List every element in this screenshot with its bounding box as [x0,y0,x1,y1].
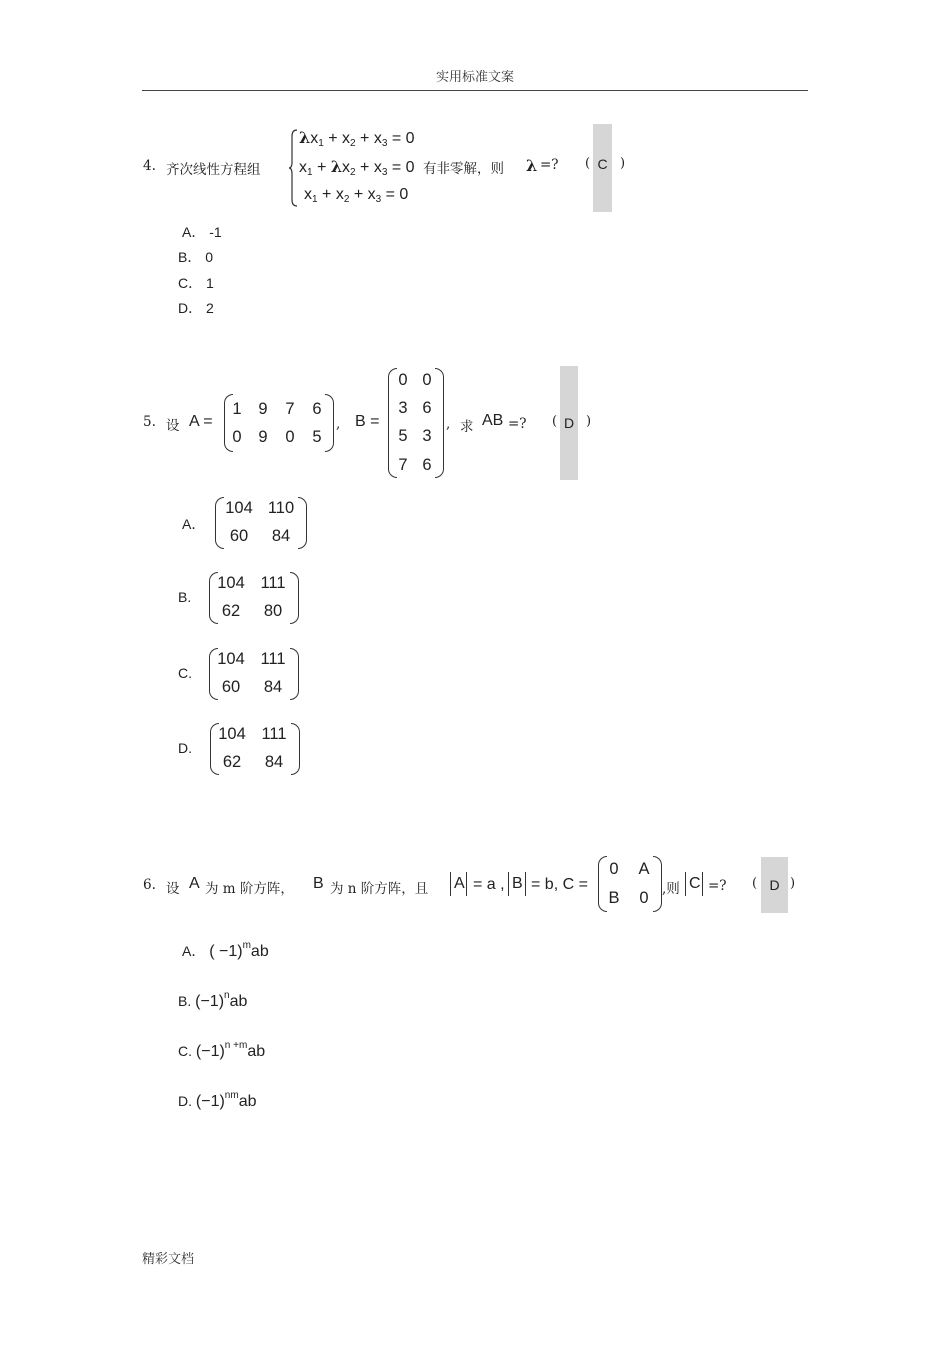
matrix-cell: 84 [263,678,283,696]
q6-option-c: C. $(-1)^{n +m}ab$ [178,1040,266,1060]
q6-eq-b: = b, C = [531,876,588,893]
matrix-cell: 60 [221,678,241,696]
q6-var-a: A [189,875,200,892]
q4-option-a: A． -1 [182,224,222,240]
q5-text: 设 [166,418,180,434]
page-header: 实用标准文案 [435,70,514,85]
matrix-cell: 7 [285,400,295,418]
q5-paren-right: ) [586,414,592,429]
q4-condition: 有非零解，则 [423,161,504,177]
q5-ask-q: =? [508,416,527,432]
q6-then: ,则 [662,881,680,897]
matrix-cell: 5 [398,427,408,445]
q6-ask: =? [708,878,727,894]
q5-answer: D [563,415,575,431]
q5-option-d-matrix [210,723,300,775]
q6-option-a: A． ( −1)$^m$ab [182,940,269,960]
q5-option-a-matrix [215,497,307,549]
matrix-cell: 111 [260,574,286,592]
q4-system-brace [288,128,296,208]
header-rule [142,90,808,91]
matrix-cell: 62 [222,753,242,771]
matrix-cell: 6 [422,399,432,417]
matrix-cell: 84 [264,753,284,771]
q6-det-a: A [454,875,465,892]
q5-option-b-label: B. [178,589,192,605]
q6-text-2: 为 m 阶方阵， [205,881,294,897]
matrix-cell: 0 [285,428,295,446]
q4-eq2: $x_1 + \lambda x_2 + x_3 = 0$ [299,157,415,178]
matrix-cell: A [638,860,650,878]
det-bar [450,872,451,896]
matrix-cell: B [608,889,620,907]
det-bar [525,872,526,896]
matrix-cell: 7 [398,456,408,474]
q5-comma-1: , [336,416,341,432]
q4-paren-left: ( [585,156,591,171]
q6-eq-a: = a , [473,876,505,893]
matrix-cell: 6 [422,456,432,474]
det-bar [702,872,703,896]
q5-comma-2: , [446,416,451,432]
matrix-cell: 104 [225,499,253,517]
q4-eq1: $\lambda x_1 + x_2 + x_3 = 0$ [299,128,415,149]
q4-number: 4. [143,158,156,174]
det-bar [508,872,509,896]
q6-var-b: B [313,875,324,892]
q5-option-b-matrix [209,572,299,624]
matrix-cell: 0 [639,889,649,907]
matrix-cell: 9 [258,428,268,446]
q4-eq3: $x_1 + x_2 + x_3 = 0$ [304,186,409,205]
det-bar [466,872,467,896]
matrix-cell: 0 [232,428,242,446]
matrix-cell: 104 [218,725,246,743]
matrix-cell: 111 [261,725,287,743]
q6-text-3: 为 n 阶方阵，且 [330,881,429,897]
q6-option-d: D. $(-1)^{nm}ab$ [178,1090,257,1110]
det-bar [685,872,686,896]
matrix-cell: 3 [398,399,408,417]
matrix-cell: 3 [422,427,432,445]
matrix-cell: 111 [260,650,286,668]
matrix-cell: 9 [258,400,268,418]
q4-paren-right: ) [620,156,626,171]
q5-option-d-label: D. [178,740,192,756]
matrix-cell: 62 [221,602,241,620]
q4-ask: =? [540,157,559,173]
q5-option-c-label: C. [178,665,192,681]
q5-option-c-matrix [209,648,299,700]
q5-number: 5. [143,414,156,430]
q5-ask-expr: AB [482,412,504,429]
q6-answer: D [769,877,780,893]
q6-paren-left: ( [752,876,758,891]
matrix-cell: 104 [217,650,245,668]
q6-det-c: C [689,875,701,892]
q5-a-label: A = [189,413,213,430]
matrix-cell: 1 [232,400,242,418]
q4-answer: C [597,156,608,172]
q5-b-label: B = [355,413,380,430]
q6-option-b: B. $(-1)^nab$ [178,990,248,1010]
q4-option-d: D． 2 [178,300,214,316]
q5-matrix-b [388,368,444,478]
q5-matrix-a [224,394,334,452]
q5-ask-text: 求 [460,419,474,435]
q5-paren-left: ( [552,414,558,429]
matrix-cell: 110 [267,499,295,517]
q4-option-c: C． 1 [178,275,214,291]
matrix-cell: 0 [398,371,408,389]
q6-det-b: B [512,875,523,892]
q4-text: 齐次线性方程组 [166,162,261,178]
q4-lambda: λ [526,156,538,175]
q4-option-b: B． 0 [178,249,214,265]
matrix-cell: 104 [217,574,245,592]
matrix-cell: 80 [263,602,283,620]
matrix-cell: 0 [422,371,432,389]
matrix-cell: 5 [312,428,322,446]
matrix-cell: 0 [609,860,619,878]
q6-matrix-c [598,856,662,912]
matrix-cell: 84 [271,527,291,545]
matrix-cell: 6 [312,400,322,418]
q5-option-a-label: A． [182,516,206,532]
q6-paren-right: ) [790,876,796,891]
matrix-cell: 60 [229,527,249,545]
page-footer: 精彩文档 [142,1252,195,1267]
q6-text-1: 设 [166,881,180,897]
q6-number: 6. [143,877,156,893]
